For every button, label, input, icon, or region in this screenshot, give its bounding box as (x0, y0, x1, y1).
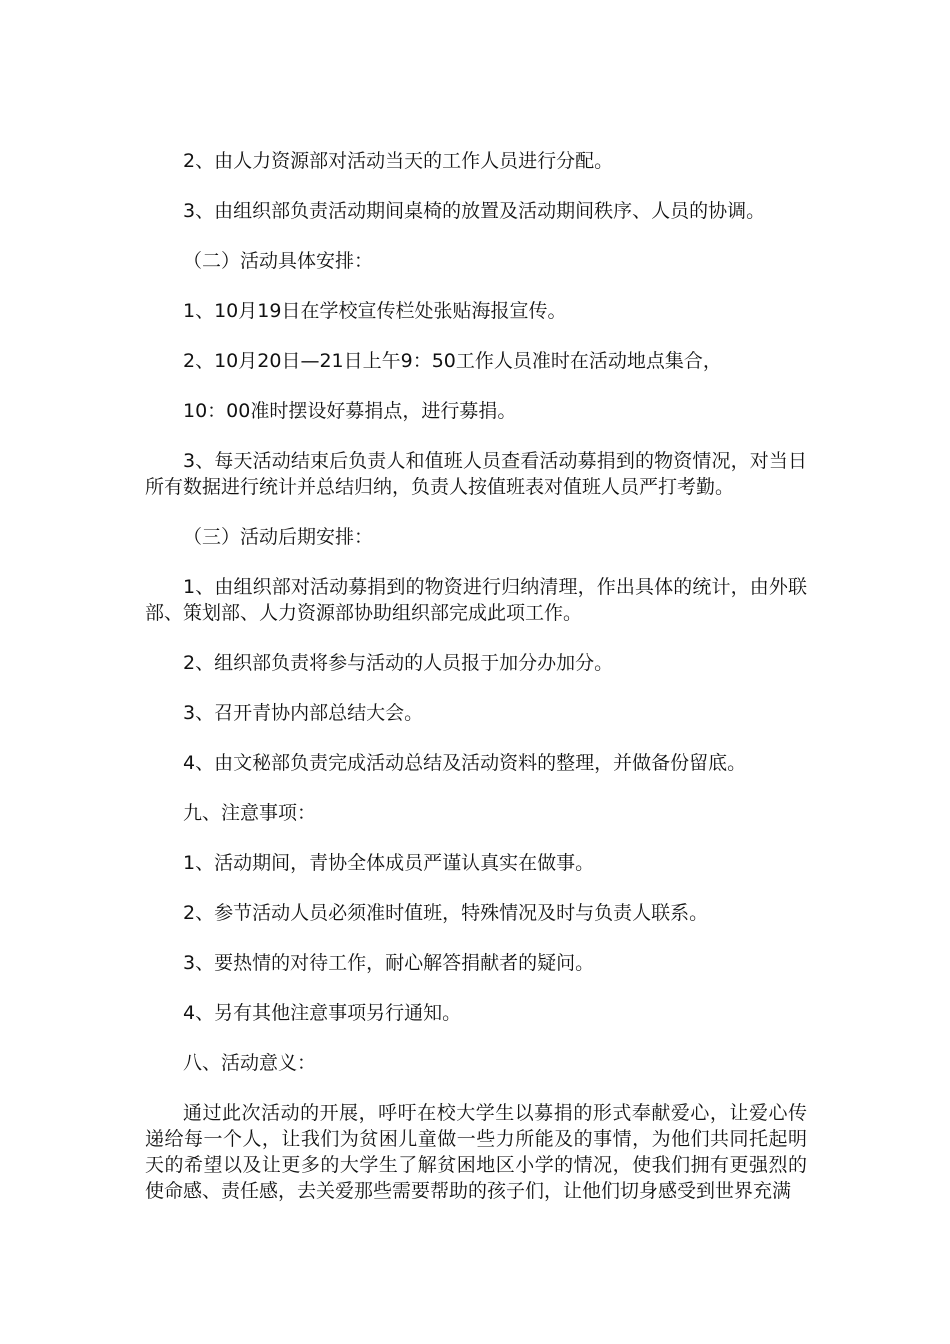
paragraph: 通过此次活动的开展，呼吁在校大学生以募捐的形式奉献爱心，让爱心传递给每一个人，让我们为贫困儿童做一些力所能及的事情，为他们共同托起明天的希望以及让更多的大学生了解贫困地区小学的情况，使我们拥有更强烈的使命感、责任感，去关爱那些需要帮助的孩子们，让他们切身感受到世界充满 (145, 1102, 807, 1202)
paragraph: 3、每天活动结束后负责人和值班人员查看活动募捐到的物资情况，对当日所有数据进行统计并总结归纳，负责人按值班表对值班人员严打考勤。 (145, 450, 807, 498)
section-heading: 九、注意事项： (183, 802, 317, 824)
paragraph: 3、要热情的对待工作，耐心解答捐献者的疑问。 (183, 952, 595, 974)
paragraph: 2、组织部负责将参与活动的人员报于加分办加分。 (183, 652, 614, 674)
paragraph: 1、10月19日在学校宣传栏处张贴海报宣传。 (183, 300, 567, 322)
document-body (145, 148, 807, 1228)
paragraph: 1、由组织部对活动募捐到的物资进行归纳清理，作出具体的统计，由外联部、策划部、人力资源部协助组织部完成此项工作。 (145, 576, 807, 624)
paragraph: 2、参节活动人员必须准时值班，特殊情况及时与负责人联系。 (183, 902, 709, 924)
section-heading: （二）活动具体安排： (183, 250, 374, 272)
paragraph: 1、活动期间，青协全体成员严谨认真实在做事。 (183, 852, 595, 874)
paragraph: 3、召开青协内部总结大会。 (183, 702, 424, 724)
paragraph: 3、由组织部负责活动期间桌椅的放置及活动期间秩序、人员的协调。 (183, 200, 766, 222)
paragraph: 2、由人力资源部对活动当天的工作人员进行分配。 (183, 150, 614, 172)
paragraph: 4、另有其他注意事项另行通知。 (183, 1002, 462, 1024)
paragraph: 2、10月20日—21日上午9：50工作人员准时在活动地点集合， (183, 350, 722, 372)
paragraph: 4、由文秘部负责完成活动总结及活动资料的整理，并做备份留底。 (183, 752, 747, 774)
paragraph: 10：00准时摆设好募捐点，进行募捐。 (183, 400, 517, 422)
section-heading: （三）活动后期安排： (183, 526, 374, 548)
section-heading: 八、活动意义： (183, 1052, 317, 1074)
